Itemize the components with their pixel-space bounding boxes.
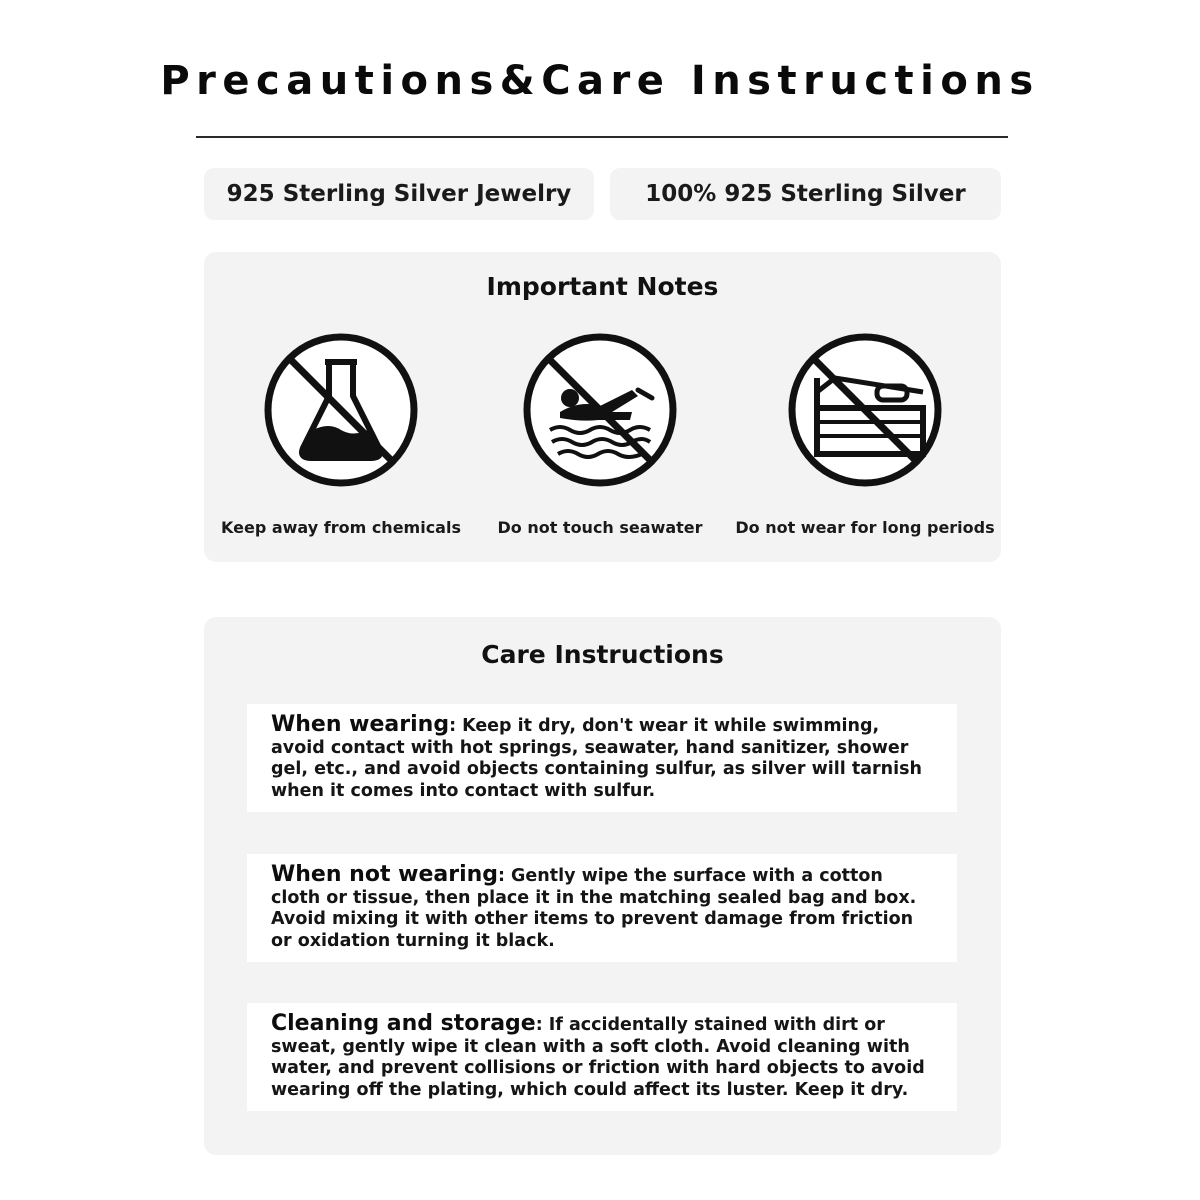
purity-badge: 100% 925 Sterling Silver — [610, 168, 1001, 220]
care-item-separator: : — [449, 716, 457, 736]
title-divider — [196, 136, 1008, 138]
note-caption: Keep away from chemicals — [221, 518, 461, 537]
page-title: Precautions&Care Instructions — [160, 58, 1040, 104]
care-item-separator: : — [535, 1015, 543, 1035]
important-notes-panel — [204, 252, 1001, 562]
care-item-label: When not wearing — [271, 862, 499, 887]
important-notes-title: Important Notes — [486, 272, 719, 301]
care-instructions-panel — [204, 617, 1001, 1155]
note-item-long-wear — [725, 330, 1005, 550]
care-item-label: When wearing — [271, 712, 450, 737]
no-sleeping-icon — [785, 330, 945, 490]
care-item-cleaning-storage — [247, 1003, 957, 1111]
material-badge: 925 Sterling Silver Jewelry — [204, 168, 594, 220]
note-caption: Do not wear for long periods — [735, 518, 995, 537]
note-item-seawater — [460, 330, 740, 550]
care-item-text: Keep it dry, don't wear it while swimming, avoid contact with hot springs, seawater, hand sanitizer, shower gel, etc., and avoid objects containing sulfur, as silver will tarnish when it comes into contact with sulfur. — [271, 716, 922, 801]
care-item-when-not-wearing — [247, 854, 957, 962]
note-item-chemicals — [201, 330, 481, 550]
care-item-text: Gently wipe the surface with a cotton cloth or tissue, then place it in the matching sealed bag and box. Avoid mixing it with other items to prevent damage from friction or oxidation turning it black. — [271, 866, 917, 951]
care-item-separator: : — [498, 866, 506, 886]
no-chemicals-icon — [261, 330, 421, 490]
care-instructions-title: Care Instructions — [481, 640, 724, 669]
care-item-label: Cleaning and storage — [271, 1011, 536, 1036]
care-item-text: If accidentally stained with dirt or sweat, gently wipe it clean with a soft cloth. Avoid cleaning with water, and prevent collisions or friction with hard objects to avoid wearing off the plating, which could affect its luster. Keep it dry. — [271, 1015, 925, 1100]
no-swimming-icon — [520, 330, 680, 490]
note-caption: Do not touch seawater — [497, 518, 703, 537]
care-item-when-wearing — [247, 704, 957, 812]
